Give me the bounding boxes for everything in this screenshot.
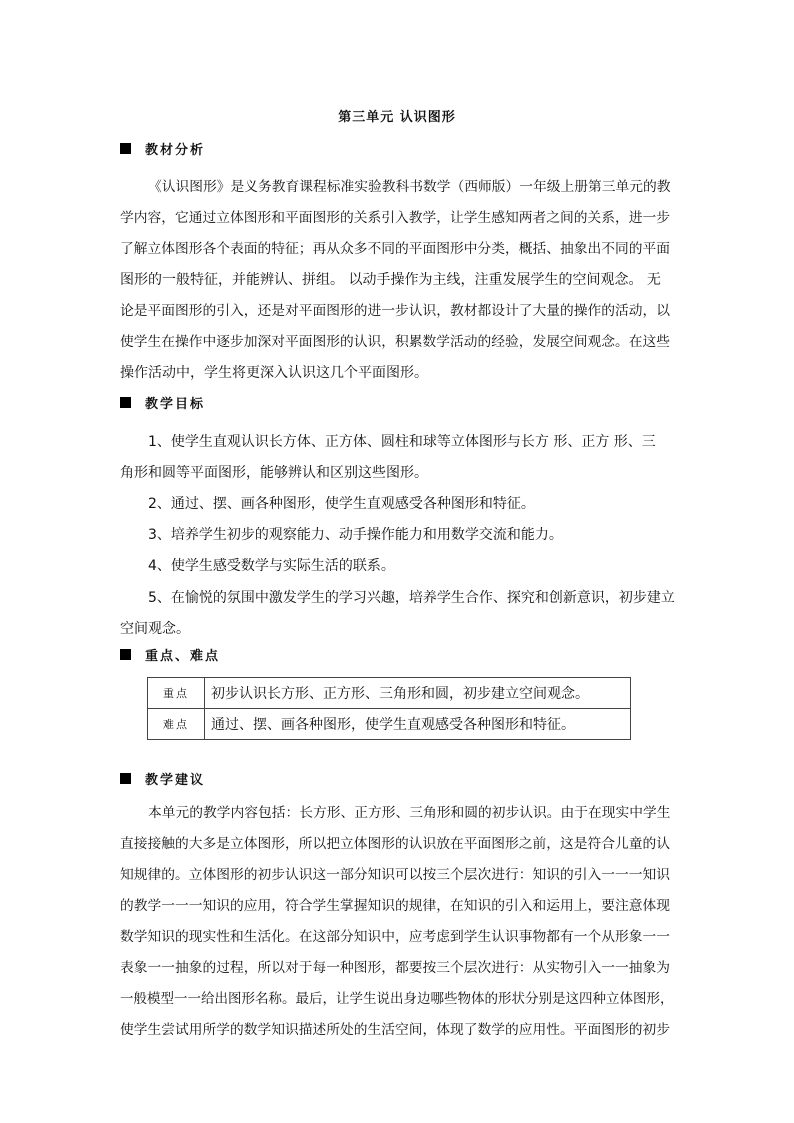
section-title: 教学目标 <box>145 396 206 412</box>
goal-item: 5、在愉悦的氛围中激发学生的学习兴趣，培养学生合作、探究和创新意识，初步建立 <box>148 590 675 606</box>
paragraph-line: 本单元的教学内容包括：长方形、正方形、三角形和圆的初步认识。由于在现实中学生 <box>148 805 671 821</box>
paragraph-line: 数学知识的现实性和生活化。在这部分知识中，应考虑到学生认识事物都有一个从形象一一 <box>120 929 671 945</box>
paragraph-line: 直接接触的大多是立体图形，所以把立体图形的认识放在平面图形之前，这是符合儿童的认 <box>120 836 671 852</box>
square-bullet-icon <box>120 773 131 784</box>
goal-item: 2、通过、摆、画各种图形，使学生直观感受各种图形和特征。 <box>148 496 535 512</box>
paragraph-line: 论是平面图形的引入，还是对平面图形的进一步认识，教材都设计了大量的操作的活动，以 <box>120 303 671 319</box>
section-suggestions-heading <box>120 768 205 788</box>
paragraph-line: 操作活动中，学生将更深入认识这几个平面图形。 <box>120 365 428 381</box>
goal-item: 1、使学生直观认识长方体、正方体、圆柱和球等立体图形与长方 形、正方 形、三 <box>148 434 656 450</box>
paragraph-line: 图形的一般特征，并能辨认、拼组。 以动手操作为主线，注重发展学生的空间观念。 无 <box>120 272 661 288</box>
paragraph-line: 使学生在操作中逐步加深对平面图形的认识，积累数学活动的经验，发展空间观念。在这些 <box>120 334 671 350</box>
goal-item: 3、培养学生初步的观察能力、动手操作能力和用数学交流和能力。 <box>148 527 563 543</box>
table-row <box>148 678 631 709</box>
section-title: 重点、难点 <box>145 648 221 664</box>
goal-item-continued: 角形和圆等平面图形，能够辨认和区别这些图形。 <box>120 465 428 481</box>
paragraph-line: 学内容，它通过立体图形和平面图形的关系引入教学，让学生感知两者之间的关系，进一步 <box>120 210 671 226</box>
square-bullet-icon <box>120 397 131 408</box>
table-cell-text: 初步认识长方形、正方形、三角形和圆，初步建立空间观念。 <box>205 678 631 709</box>
page-title: 第三单元 认识图形 <box>338 110 456 125</box>
table-cell-label: 重点 <box>148 678 205 709</box>
section-analysis-heading <box>120 138 205 158</box>
paragraph-line: 表象一一抽象的过程，所以对于每一种图形，都要按三个层次进行：从实物引入一一抽象为 <box>120 960 671 976</box>
square-bullet-icon <box>120 649 131 660</box>
keypoints-table <box>147 677 631 740</box>
section-title: 教材分析 <box>145 142 206 158</box>
paragraph-line: 一般模型一一给出图形名称。最后，让学生说出身边哪些物体的形状分别是这四种立体图形， <box>120 991 674 1007</box>
goal-item: 4、使学生感受数学与实际生活的联系。 <box>148 558 395 574</box>
paragraph-line: 的教学一一一知识的应用，符合学生掌握知识的规律，在知识的引入和运用上，要注意体现 <box>120 898 671 914</box>
section-goals-heading <box>120 392 205 412</box>
paragraph-line: 了解立体图形各个表面的特征；再从众多不同的平面图形中分类，概括、抽象出不同的平面 <box>120 241 671 257</box>
section-title: 教学建议 <box>145 772 206 788</box>
goal-item-continued: 空间观念。 <box>120 621 190 637</box>
table-cell-label: 难点 <box>148 709 205 740</box>
table-row <box>148 709 631 740</box>
paragraph-line: 知规律的。立体图形的初步认识这一部分知识可以按三个层次进行：知识的引入一一一知识 <box>120 867 671 883</box>
paragraph-line: 使学生尝试用所学的数学知识描述所处的生活空间，体现了数学的应用性。平面图形的初步 <box>120 1022 671 1038</box>
table-cell-text: 通过、摆、画各种图形，使学生直观感受各种图形和特征。 <box>205 709 631 740</box>
section-keypoints-heading <box>120 644 220 664</box>
paragraph-line: 《认识图形》是义务教育课程标准实验教科书数学（西师版）一年级上册第三单元的教 <box>148 179 671 195</box>
square-bullet-icon <box>120 143 131 154</box>
